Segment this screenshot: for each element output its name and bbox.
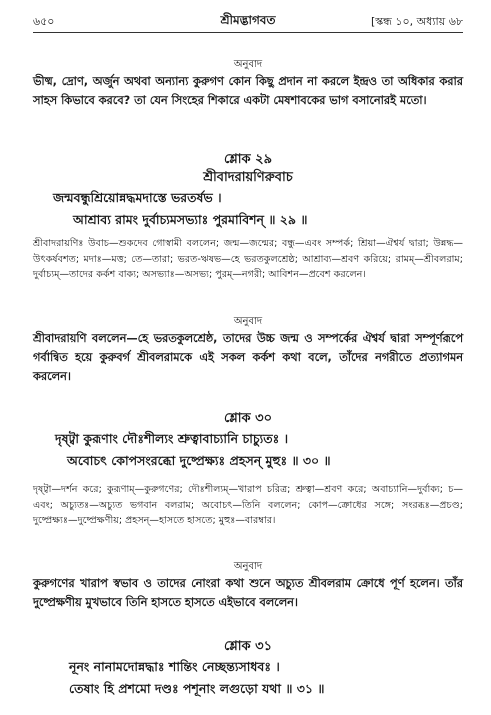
book-page [33, 10, 463, 710]
translation-29-section [33, 315, 463, 386]
translation-28-text: ভীষ্ম, দ্রোণ, অর্জুন অথবা অন্যান্য কুরুগণ কোন কিছু প্রদান না করলে ইন্দ্রও তা অধিকার করার সাহস কিভাবে করবে? তা যেন সিংহের শিকারে একটা মেষশাবকের ভাগ বসানোরই মতো। [33, 75, 463, 107]
canto-chapter: [স্কন্ধ ১০, অধ্যায় ৬৮ [370, 15, 463, 28]
verse-30-label: শ্লোক ৩০ [223, 411, 273, 426]
verse-30-line-1: দৃষ্ট্বা কুরূণাং দৌঃশীল্যং শ্রুত্বাবাচ্যানি চাচ্যুতঃ । [55, 431, 289, 446]
verse-31-line-2: তেষাং হি প্রশমো দণ্ডঃ পশূনাং লগুড়ো যথা ॥ ৩১ ॥ [69, 681, 325, 696]
verse-30-section [33, 410, 463, 472]
verse-29-line-1: জন্মবন্ধুশ্রিয়োন্নদ্ধমদাস্তে ভরতর্ষভ । [53, 190, 222, 205]
verse-30-text [33, 428, 463, 472]
page-number: ৬৫০ [33, 15, 55, 28]
book-title: শ্রীমদ্ভাগবত [220, 13, 276, 27]
translation-label: অনুবাদ [233, 561, 263, 572]
translation-28-section [33, 58, 463, 110]
translation-30-section [33, 560, 463, 612]
translation-label: অনুবাদ [233, 59, 263, 70]
translation-30-text: কুরুগণের খারাপ স্বভাব ও তাদের নোংরা কথা শুনে অচ্যুত শ্রীবলরাম ক্রোধে পূর্ণ হলেন। তাঁর দুষ্প্রেক্ষণীয় মুখভাবে তিনি হাসতে হাসতে এইভাবে বললেন। [33, 577, 463, 609]
page-header [33, 10, 463, 33]
verse-29-label: শ্লোক ২৯ [223, 152, 273, 167]
synonyms-29 [33, 236, 463, 283]
verse-29-speaker: শ্রীবাদরায়ণিরুবাচ [203, 170, 293, 185]
verse-29-text [33, 187, 463, 231]
verse-30-line-2: অবোচৎ কোপসংরব্ধো দুষ্প্রেক্ষ্যঃ প্রহসন্ মুহুঃ ॥ ৩০ ॥ [67, 453, 331, 468]
translation-label: অনুবাদ [233, 316, 263, 327]
verse-31-text [33, 656, 463, 700]
verse-31-section [33, 638, 463, 700]
synonyms-30 [33, 482, 463, 529]
synonyms-29-text: শ্রীবাদরায়ণিঃ উবাচ—শুকদেব গোস্বামী বললেন; জন্ম—জন্মের; বন্ধু—এবং সম্পর্ক; শ্রিয়া—ঐশ্বর্য দ্বারা; উন্নদ্ধ—উৎকর্ষবশত; মদাঃ—মত্ত; তে—তারা; ভরত-ঋষভ—হে ভরতকুলশ্রেষ্ঠ; আশ্রাব্য—শ্রবণ করিয়ে; রামম্—শ্রীবলরাম; দুর্বাচ্যম্—তাদের কর্কশ বাক্য; অসভ্যাঃ—অসভ্য; পুরম্—নগরী; আবিশন—প্রবেশ করলেন। [33, 238, 463, 280]
verse-29-line-2: আশ্রাব্য রামং দুর্বাচ্যমসভ্যাঃ পুরমাবিশন্ ॥ ২৯ ॥ [73, 212, 308, 227]
synonyms-30-text: দৃষ্ট্বা—দর্শন করে; কুরূণাম্—কুরুগণের; দৌঃশীল্যম্—খারাপ চরিত্র; শ্রুত্বা—শ্রবণ করে; অবাচ্যানি—দুর্বাক্য; চ—এবং; অচ্যুতঃ—অচ্যুত ভগবান বলরাম; অবোচৎ—তিনি বললেন; কোপ—ক্রোধের সঙ্গে; সংরব্ধঃ—প্রচণ্ড; দুষ্প্রেক্ষ্যঃ—দুষ্প্রেক্ষণীয়; প্রহসন্—হাসতে হাসতে; মুহুঃ—বারম্বার। [33, 484, 463, 526]
verse-31-label: শ্লোক ৩১ [223, 639, 273, 654]
verse-31-line-1: নূনং নানামদোন্নদ্ধাঃ শান্তিং নেচ্ছন্ত্যসাধবঃ । [69, 659, 280, 674]
verse-29-section [33, 151, 463, 231]
translation-29-text: শ্রীবাদরায়ণি বললেন—হে ভরতকুলশ্রেষ্ঠ, তাদের উচ্চ জন্ম ও সম্পর্কের ঐশ্বর্য দ্বারা সম্পূর্ণরূপে গর্বান্বিত হয়ে কুরুবর্গ শ্রীবলরামকে এই সকল কর্কশ কথা বলে, তাঁদের নগরীতে প্রত্যাগমন করলেন। [33, 332, 463, 383]
